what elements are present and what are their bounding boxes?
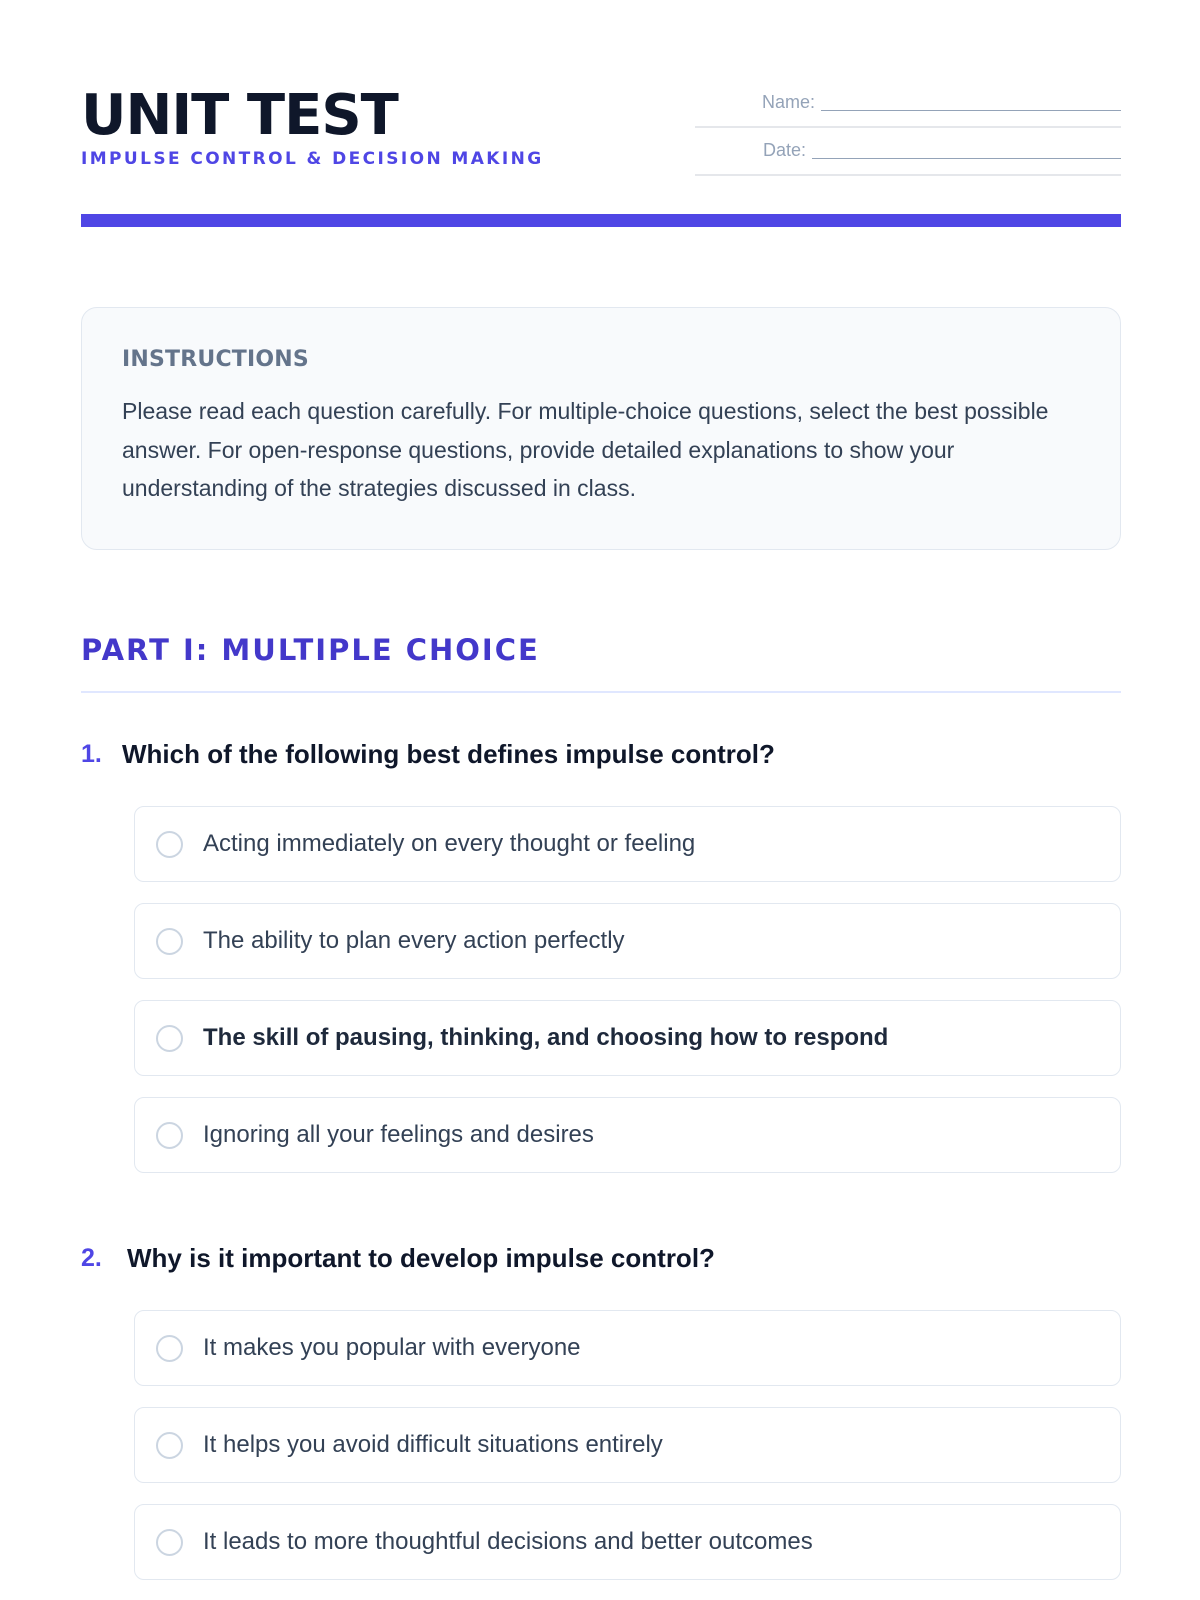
test-header <box>81 80 1121 228</box>
question-number: 2. <box>81 1244 102 1272</box>
question-text: Which of the following best defines impulse control? <box>122 739 775 769</box>
answer-option-b[interactable] <box>134 1407 1121 1483</box>
radio-button-icon[interactable] <box>156 1529 183 1556</box>
radio-button-icon[interactable] <box>156 928 183 955</box>
answer-option-a[interactable] <box>134 1310 1121 1386</box>
radio-button-icon[interactable] <box>156 1025 183 1052</box>
question-1 <box>81 738 1121 1148</box>
instructions-text: Please read each question carefully. For multiple-choice questions, select the best possible answer. For open-response questions, provide detailed explanations to show your understanding of the strategies discussed in class. <box>122 398 1049 501</box>
radio-button-icon[interactable] <box>156 1122 183 1149</box>
option-label: Acting immediately on every thought or feeling <box>203 830 696 857</box>
option-label: Ignoring all your feelings and desires <box>203 1121 594 1148</box>
option-label: It helps you avoid difficult situations entirely <box>203 1431 663 1458</box>
name-line[interactable] <box>821 110 1121 111</box>
option-label: It leads to more thoughtful decisions and better outcomes <box>203 1528 813 1555</box>
answer-option-b[interactable] <box>134 903 1121 979</box>
student-fields <box>695 80 1121 176</box>
option-label: The skill of pausing, thinking, and choosing how to respond <box>203 1024 889 1051</box>
radio-button-icon[interactable] <box>156 1335 183 1362</box>
radio-button-icon[interactable] <box>156 1432 183 1459</box>
answer-option-c[interactable] <box>134 1504 1121 1580</box>
part-divider <box>81 691 1121 693</box>
question-header <box>81 738 1121 770</box>
question-2 <box>81 1242 1121 1555</box>
header-accent-rule <box>81 214 1121 227</box>
name-field[interactable] <box>695 80 1121 128</box>
option-label: It makes you popular with everyone <box>203 1334 581 1361</box>
question-text: Why is it important to develop impulse control? <box>127 1243 715 1273</box>
name-label: Name: <box>761 92 815 112</box>
answer-option-a[interactable] <box>134 806 1121 882</box>
page-subtitle: IMPULSE CONTROL & DECISION MAKING <box>81 149 544 169</box>
question-number: 1. <box>81 740 102 768</box>
date-field[interactable] <box>695 128 1121 176</box>
part-heading: PART I: MULTIPLE CHOICE <box>81 633 540 667</box>
page-title: UNIT TEST <box>81 83 398 148</box>
instructions-box <box>81 307 1121 550</box>
date-label: Date: <box>762 140 806 160</box>
date-line[interactable] <box>812 158 1121 159</box>
answer-option-d[interactable] <box>134 1097 1121 1173</box>
question-header <box>81 1242 1121 1274</box>
instructions-heading: INSTRUCTIONS <box>122 347 309 372</box>
radio-button-icon[interactable] <box>156 831 183 858</box>
option-label: The ability to plan every action perfectly <box>203 927 625 954</box>
answer-option-c[interactable] <box>134 1000 1121 1076</box>
